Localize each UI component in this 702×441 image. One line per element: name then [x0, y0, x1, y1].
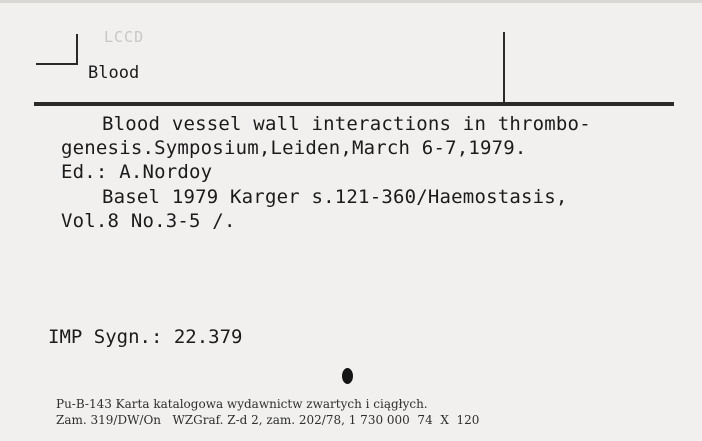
entry-line-4: Basel 1979 Karger s.121-360/Haemostasis,: [102, 186, 568, 208]
signature-label: IMP Sygn.:: [48, 326, 163, 348]
entry-line-5: Vol.8 No.3-5 /.: [61, 210, 236, 232]
signature-value: 22.379: [173, 326, 243, 348]
faded-stamp: LCCD: [104, 28, 145, 46]
entry-line-3: Ed.: A.Nordoy: [61, 161, 213, 183]
punch-hole: [342, 368, 353, 384]
entry-line-1: Blood vessel wall interactions in thrombo-: [102, 113, 591, 135]
entry-line-2: genesis.Symposium,Leiden,March 6-7,1979.: [61, 137, 527, 159]
subject-heading: Blood: [88, 63, 140, 83]
footer-line-1: Pu-B-143 Karta katalogowa wydawnictw zwartych i ciągłych.: [56, 397, 428, 411]
shelf-signature: [48, 326, 242, 348]
footer-line-2: Zam. 319/DW/On WZGraf. Z-d 2, zam. 202/78, 1 730 000 74 X 120: [56, 413, 480, 427]
